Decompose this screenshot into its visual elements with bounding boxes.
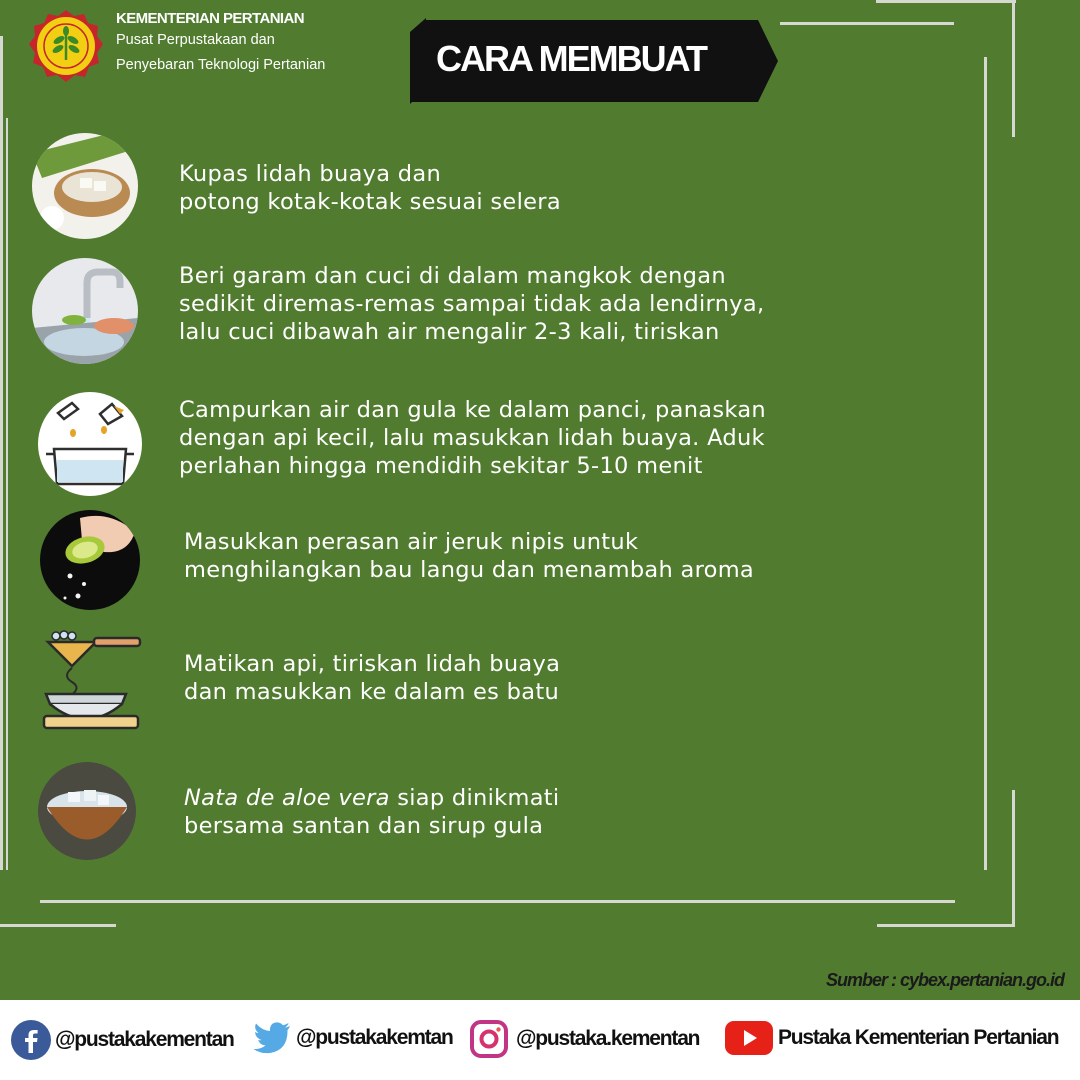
frame-line xyxy=(6,118,8,870)
youtube-channel-name: Pustaka Kementerian Pertanian xyxy=(778,1026,1059,1049)
step-2-text: Beri garam dan cuci di dalam mangkok dengan sedikit diremas-remas sampai tidak ada lendirnya, lalu cuci dibawah air mengalir 2-3 kali, tiriskan xyxy=(179,263,765,345)
squeezed-lime-icon xyxy=(40,510,140,610)
step-1-text: Kupas lidah buaya dan potong kotak-kotak sesuai selera xyxy=(179,161,561,215)
organization-subtitle-2: Penyebaran Teknologi Pertanian xyxy=(116,57,326,73)
facebook-handle: @pustakakementan xyxy=(55,1028,234,1051)
twitter-account[interactable] xyxy=(252,1020,453,1056)
frame-line xyxy=(1012,0,1015,137)
ministry-logo xyxy=(28,8,104,84)
step-6-text xyxy=(184,784,559,840)
twitter-handle: @pustakakemtan xyxy=(296,1026,453,1049)
peeled-aloe-bowl-icon xyxy=(32,133,138,239)
organization-block xyxy=(116,10,325,77)
instagram-account[interactable] xyxy=(470,1020,699,1058)
social-footer xyxy=(0,1000,1080,1080)
frame-line xyxy=(0,36,3,870)
twitter-icon xyxy=(252,1020,292,1056)
organization-name: KEMENTERIAN PERTANIAN xyxy=(116,10,304,27)
facebook-account[interactable] xyxy=(11,1020,234,1060)
page-title: CARA MEMBUAT xyxy=(436,38,706,79)
youtube-channel[interactable] xyxy=(724,1020,1058,1056)
frame-line xyxy=(1012,790,1015,927)
frame-line xyxy=(780,22,954,25)
step-4-text: Masukkan perasan air jeruk nipis untuk menghilangkan bau langu dan menambah aroma xyxy=(184,529,755,583)
frame-line xyxy=(0,924,116,927)
cooking-pot-icon xyxy=(38,392,142,496)
instagram-icon xyxy=(470,1020,508,1058)
frame-line xyxy=(877,924,1015,927)
frame-line xyxy=(984,57,987,870)
youtube-icon xyxy=(724,1020,774,1056)
washing-tap-icon xyxy=(32,258,138,364)
step-3-text: Campurkan air dan gula ke dalam panci, panaskan dengan api kecil, lalu masukkan lidah buaya. Aduk perlahan hingga mendidih sekitar 5-10 menit xyxy=(179,397,766,479)
facebook-icon xyxy=(11,1020,51,1060)
strainer-bowl-icon xyxy=(42,630,142,734)
organization-subtitle-1: Pusat Perpustakaan dan xyxy=(116,32,275,48)
frame-line xyxy=(40,900,955,903)
step-6-rest-text: siap dinikmati bersama santan dan sirup gula xyxy=(184,785,560,839)
instagram-handle: @pustaka.kementan xyxy=(516,1027,700,1050)
step-5-text: Matikan api, tiriskan lidah buaya dan masukkan ke dalam es batu xyxy=(184,651,561,705)
source-credit: Sumber : cybex.pertanian.go.id xyxy=(825,970,1064,990)
aloe-dessert-bowl-icon xyxy=(38,762,136,860)
step-6-italic-text: Nata de aloe vera xyxy=(184,785,390,811)
frame-line xyxy=(876,0,1016,3)
